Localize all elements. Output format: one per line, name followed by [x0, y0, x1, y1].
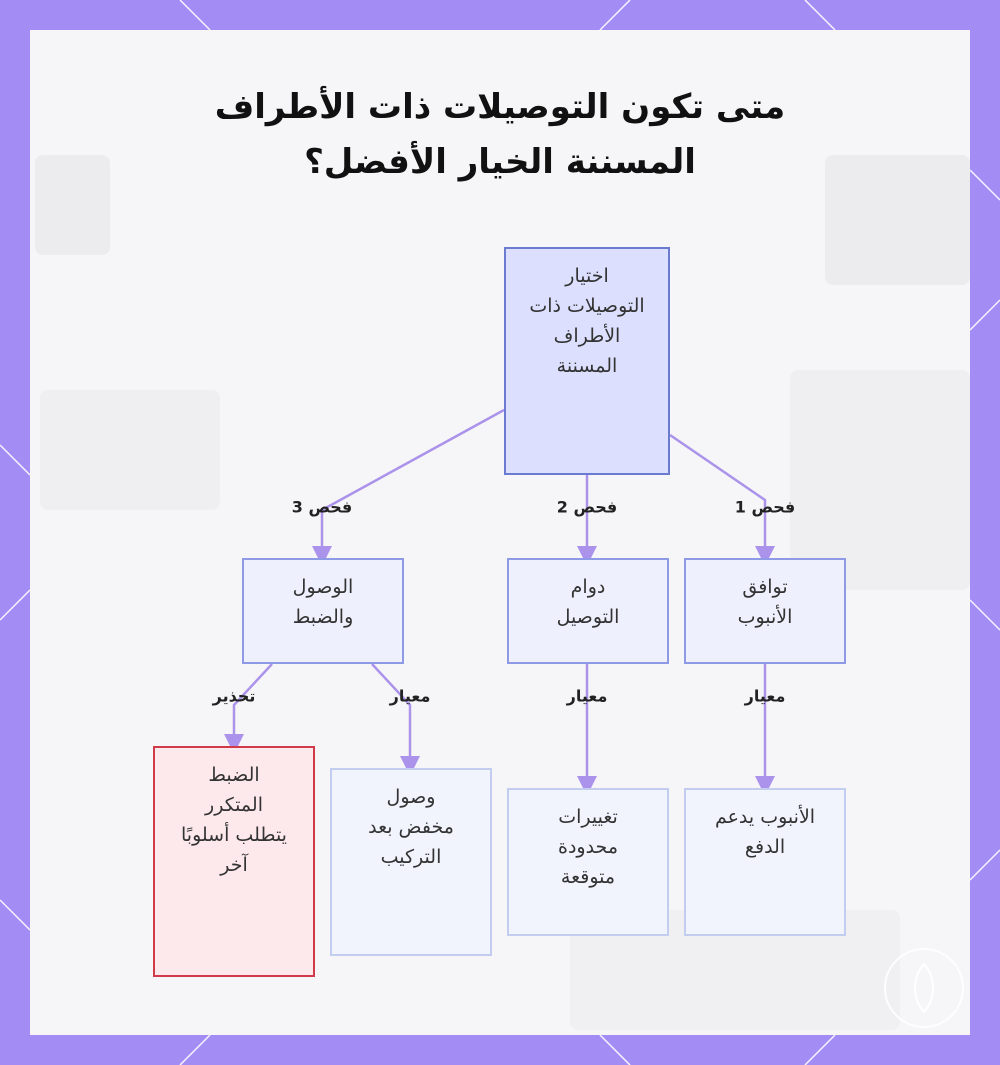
edge-label-criterion2: معيار — [566, 686, 608, 706]
node-warning-adjustment — [153, 746, 315, 977]
node-connection-permanence — [507, 558, 669, 664]
watermark-logo — [884, 948, 964, 1028]
root-node-label: اختيار التوصيلات ذات الأطراف المسننة — [529, 265, 645, 377]
edge-label-check1: فحص 1 — [734, 497, 796, 517]
edge-label-warning: تحذير — [212, 686, 256, 706]
node-pipe-supports-push — [684, 788, 846, 936]
edge-label-criterion3: معيار — [389, 686, 431, 706]
node-connection-permanence-label: دوام التوصيل — [556, 576, 620, 628]
node-pipe-compatibility — [684, 558, 846, 664]
title-line-1: متى تكون التوصيلات ذات الأطراف — [214, 87, 786, 127]
node-reduced-access — [330, 768, 492, 956]
edge-check3-result3 — [372, 664, 410, 766]
title-line-2: المسننة الخيار الأفضل؟ — [304, 142, 696, 182]
node-reduced-access-label: وصول مخفض بعد التركيب — [368, 786, 454, 868]
node-pipe-compatibility-label: توافق الأنبوب — [737, 576, 793, 628]
node-access-adjustment-label: الوصول والضبط — [292, 576, 354, 628]
node-access-adjustment — [242, 558, 404, 664]
node-warning-adjustment-label: الضبط المتكرر يتطلب أسلوبًا آخر — [181, 764, 287, 876]
leaf-icon — [886, 950, 962, 1026]
root-node — [504, 247, 670, 475]
edge-label-check3: فحص 3 — [291, 497, 353, 517]
node-limited-changes-label: تغييرات محدودة متوقعة — [557, 806, 618, 888]
edge-label-criterion1: معيار — [744, 686, 786, 706]
edge-label-check2: فحص 2 — [556, 497, 618, 517]
edge-root-check3 — [322, 410, 504, 556]
node-limited-changes — [507, 788, 669, 936]
node-pipe-supports-push-label: الأنبوب يدعم الدفع — [714, 806, 816, 858]
edge-root-check1 — [670, 435, 765, 556]
